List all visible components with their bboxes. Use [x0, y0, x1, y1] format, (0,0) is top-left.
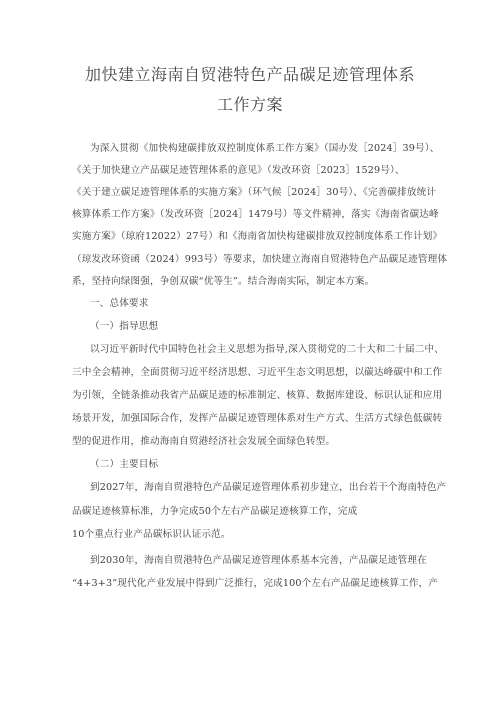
- paragraph-line: 场景开发，加强国际合作，发挥产品碳足迹管理体系对生产方式、生活方式绿色低碳转: [72, 413, 443, 424]
- intro-line: 系，坚持向绿图强，争创双碳“优等生”。结合海南实际，制定本方案。: [72, 276, 375, 287]
- intro-line: 《关于加快建立产品碳足迹管理体系的意见》（发改环资［2023］1529号）、: [72, 165, 405, 176]
- intro-line: 《关于建立碳足迹管理体系的实施方案》（环气候［2024］30号）、《完善碳排放统计: [72, 187, 437, 198]
- section-heading: 一、总体要求: [90, 298, 149, 309]
- intro-line: （琼发改环资函（2024）993号）等要求，加快建立海南自贸港特色产品碳足迹管理体: [72, 254, 448, 265]
- paragraph-line: 到2030年，海南自贸港特色产品碳足迹管理体系基本完善，产品碳足迹管理在: [90, 555, 427, 566]
- intro-line: 核算体系工作方案》（发改环资［2024］1479号）等文件精神，落实《海南省碳达峰: [72, 209, 439, 220]
- intro-line: 实施方案》（琼府12022）27号）和《海南省加快构建碳排放双控制度体系工作计划》: [72, 231, 443, 242]
- paragraph-line: 为引领，全链条推动我省产品碳足迹的标准制定、核算、数据库建设、标识认证和应用: [72, 390, 443, 401]
- document-title-line-2: 工作方案: [216, 95, 283, 114]
- document-title-line-1: 加快建立海南自贸港特色产品碳足迹管理体系: [84, 65, 415, 84]
- paragraph-line: 10个重点行业产品碳标识认证示范。: [72, 529, 231, 540]
- subsection-heading: （一）指导思想: [90, 321, 159, 332]
- paragraph-line: 到2027年，海南自贸港特色产品碳足迹管理体系初步建立，出台若干个海南特色产: [90, 482, 447, 493]
- paragraph-line: 品碳足迹核算标准，力争完成50个左右产品碳足迹核算工作，完成: [72, 506, 358, 517]
- paragraph-line: 以习近平新时代中国特色社会主义思想为指导,深入贯彻党的二十大和二十届二中、: [90, 344, 444, 355]
- paragraph-line: 型的促进作用，推动海南自贸港经济社会发展全面绿色转型。: [72, 436, 336, 447]
- paragraph-line: 三中全会精神，全面贯彻习近平经济思想、习近平生态文明思想，以碳达峰碳中和工作: [72, 367, 443, 378]
- paragraph-line: “4+3+3”现代化产业发展中得到广泛推行，完成100个左右产品碳足迹核算工作，产: [72, 578, 439, 589]
- intro-line: 为深入贯彻《加快构建碳排放双控制度体系工作方案》（国办发［2024］39号）、: [90, 143, 440, 154]
- subsection-heading: （二）主要目标: [90, 459, 159, 470]
